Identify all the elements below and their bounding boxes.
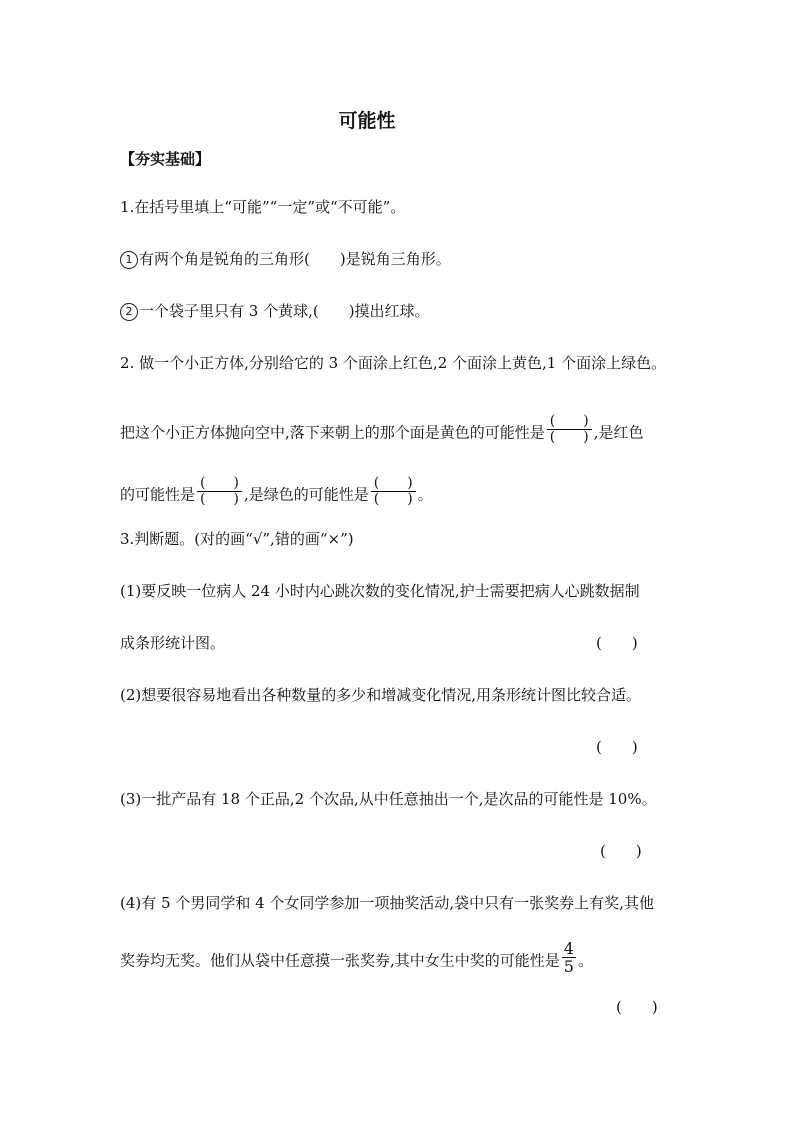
q2-line-3 [120,475,433,511]
fraction-numerator-blank: ( ) [371,476,416,492]
circled-number-2: 2 [120,303,138,321]
page-title: 可能性 [338,110,396,132]
judge-blank-4[interactable]: ( ) [616,998,658,1016]
fraction-four-fifths [562,940,576,975]
circled-number-1: 1 [120,251,138,269]
q1-item-1-text: 有两个角是锐角的三角形( )是锐角三角形。 [139,250,451,268]
q2-line-3-end: 。 [417,485,433,504]
q1-item-2-text: 一个袋子里只有 3 个黄球,( )摸出红球。 [139,302,430,320]
fraction-numerator-blank: ( ) [547,414,592,430]
q2-line-3-text: 的可能性是 [120,485,196,504]
q2-line-2 [120,413,644,449]
fraction-blank-red[interactable] [197,476,242,507]
q3-item-4-line-1: (4)有 5 个男同学和 4 个女同学参加一项抽奖活动,袋中只有一张奖券上有奖,其他 [120,894,654,912]
q2-line-3-mid: ,是绿色的可能性是 [243,485,369,504]
q3-item-1-line-2: 成条形统计图。 [120,634,226,652]
q3-item-1-line-1: (1)要反映一位病人 24 小时内心跳次数的变化情况,护士需要把病人心跳数据制 [120,582,640,600]
q1-prompt: 1.在括号里填上“可能”“一定”或“不可能”。 [120,198,406,216]
fraction-blank-green[interactable] [371,476,416,507]
section-heading: 【夯实基础】 [120,150,211,168]
q3-item-4-line-2 [120,939,593,979]
fraction-numerator-blank: ( ) [197,476,242,492]
q3-prompt: 3.判断题。(对的画“√”,错的画“×”) [120,530,354,548]
fraction-numerator: 4 [563,939,574,958]
judge-blank-2[interactable]: ( ) [596,738,638,756]
judge-blank-3[interactable]: ( ) [600,842,642,860]
q3-item-4-line-2-end: 。 [577,951,593,970]
q2-line-2-tail: ,是红色 [593,423,644,442]
fraction-blank-yellow[interactable] [547,414,592,445]
q3-item-4-line-2-text: 奖券均无奖。他们从袋中任意摸一张奖券,其中女生中奖的可能性是 [120,951,560,970]
q2-line-1: 2. 做一个小正方体,分别给它的 3 个面涂上红色,2 个面涂上黄色,1 个面涂上绿色。 [120,354,667,372]
fraction-denominator-blank: ( ) [549,429,589,445]
q3-item-3-line-1: (3)一批产品有 18 个正品,2 个次品,从中任意抽出一个,是次品的可能性是 10%。 [120,790,657,808]
fraction-denominator-blank: ( ) [373,491,413,507]
q3-item-2-line-1: (2)想要很容易地看出各种数量的多少和增减变化情况,用条形统计图比较合适。 [120,686,642,704]
q1-item-1 [120,248,451,270]
fraction-denominator-blank: ( ) [200,491,239,507]
q1-item-2 [120,300,430,322]
fraction-denominator: 5 [563,957,574,976]
judge-blank-1[interactable]: ( ) [596,634,638,652]
q2-line-2-text: 把这个小正方体抛向空中,落下来朝上的那个面是黄色的可能性是 [120,423,545,442]
